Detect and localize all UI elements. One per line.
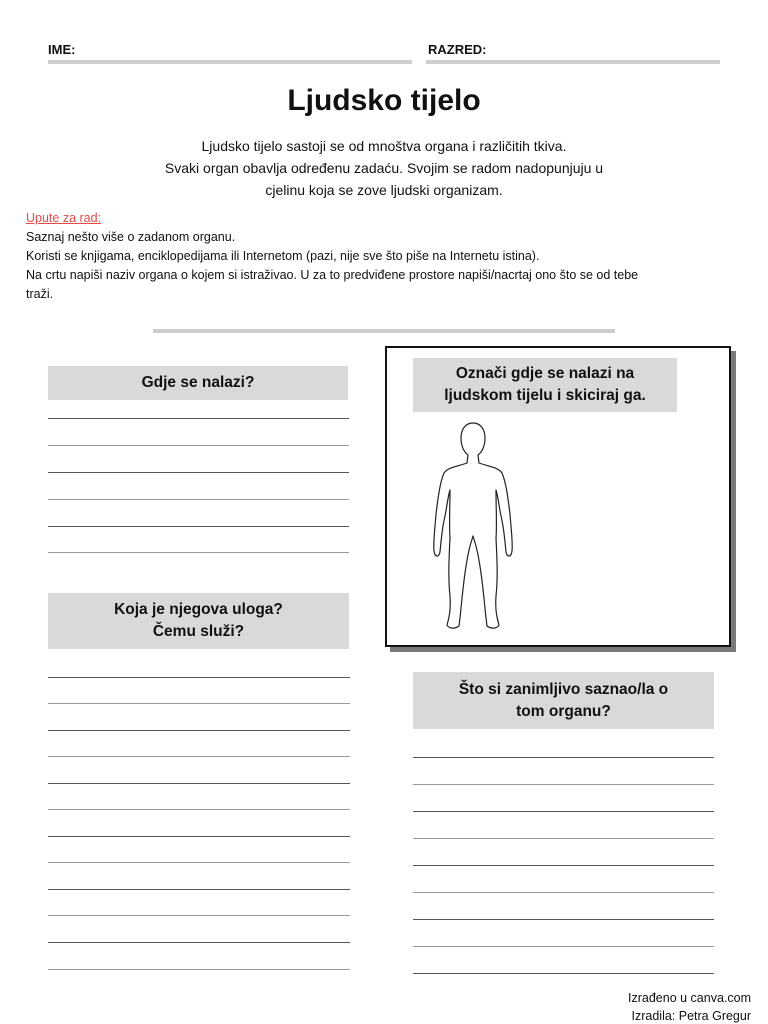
answer-line[interactable]: [413, 838, 714, 839]
answer-line[interactable]: [48, 942, 350, 943]
organ-name-line[interactable]: [153, 329, 615, 333]
answer-line[interactable]: [48, 836, 350, 837]
answer-line[interactable]: [48, 499, 349, 500]
role-question-box: [48, 593, 349, 649]
answer-line[interactable]: [413, 973, 714, 974]
intro-line: Svaki organ obavlja određenu zadaću. Svojim se radom nadopunjuju u: [164, 160, 604, 176]
answer-line[interactable]: [413, 811, 714, 812]
answer-line[interactable]: [48, 756, 350, 757]
answer-line[interactable]: [48, 472, 349, 473]
intro-line: cjelinu koja se zove ljudski organizam.: [265, 182, 503, 198]
role-question-line1: Koja je njegova uloga?: [114, 601, 283, 618]
role-question-line2: Čemu služi?: [152, 623, 245, 640]
interesting-question-line2: tom organu?: [516, 702, 611, 720]
intro-line: Ljudsko tijelo sastoji se od mnoštva organa i različitih tkiva.: [201, 138, 567, 154]
instructions-heading: Upute za rad:: [26, 211, 102, 225]
answer-line[interactable]: [48, 862, 350, 863]
instruction-line: Na crtu napiši naziv organa o kojem si istraživao. U za to predviđene prostore napiši/nacrtaj ono što se od tebe: [26, 268, 639, 282]
where-question: Gdje se nalazi?: [141, 374, 255, 391]
instruction-line: traži.: [26, 287, 54, 301]
page-title: Ljudsko tijelo: [287, 84, 481, 117]
instructions: [26, 209, 746, 304]
class-field-line[interactable]: [426, 60, 720, 64]
human-body-outline-icon: [423, 418, 523, 634]
interesting-question-line1: Što si zanimljivo saznao/la o: [458, 680, 669, 698]
answer-line[interactable]: [48, 730, 350, 731]
answer-line[interactable]: [48, 526, 349, 527]
intro-text: [84, 135, 684, 201]
answer-line[interactable]: [48, 809, 350, 810]
answer-line[interactable]: [413, 919, 714, 920]
answer-line[interactable]: [48, 783, 350, 784]
name-label: IME:: [48, 42, 76, 57]
name-field-line[interactable]: [48, 60, 412, 64]
instruction-line: Saznaj nešto više o zadanom organu.: [26, 230, 236, 244]
answer-line[interactable]: [48, 703, 350, 704]
interesting-question-box: [413, 672, 714, 729]
answer-line[interactable]: [48, 445, 349, 446]
answer-line[interactable]: [48, 915, 350, 916]
author-credit: Izradila: Petra Gregur: [631, 1009, 751, 1023]
where-question-box: [48, 366, 348, 400]
class-label: RAZRED:: [428, 42, 487, 57]
answer-line[interactable]: [413, 757, 714, 758]
answer-line[interactable]: [413, 865, 714, 866]
answer-line[interactable]: [413, 784, 714, 785]
sketch-question-line2: ljudskom tijelu i skiciraj ga.: [444, 387, 646, 404]
answer-line[interactable]: [413, 892, 714, 893]
sketch-question-box: [413, 358, 677, 412]
answer-line[interactable]: [48, 418, 349, 419]
answer-line[interactable]: [413, 946, 714, 947]
instruction-line: Koristi se knjigama, enciklopedijama ili Internetom (pazi, nije sve što piše na Internetu istina).: [26, 249, 540, 263]
sketch-card[interactable]: [385, 346, 731, 647]
answer-line[interactable]: [48, 969, 350, 970]
answer-line[interactable]: [48, 889, 350, 890]
sketch-question-line1: Označi gdje se nalazi na: [455, 365, 635, 382]
answer-line[interactable]: [48, 677, 350, 678]
answer-line[interactable]: [48, 552, 349, 553]
made-with-credit: Izrađeno u canva.com: [628, 991, 751, 1005]
